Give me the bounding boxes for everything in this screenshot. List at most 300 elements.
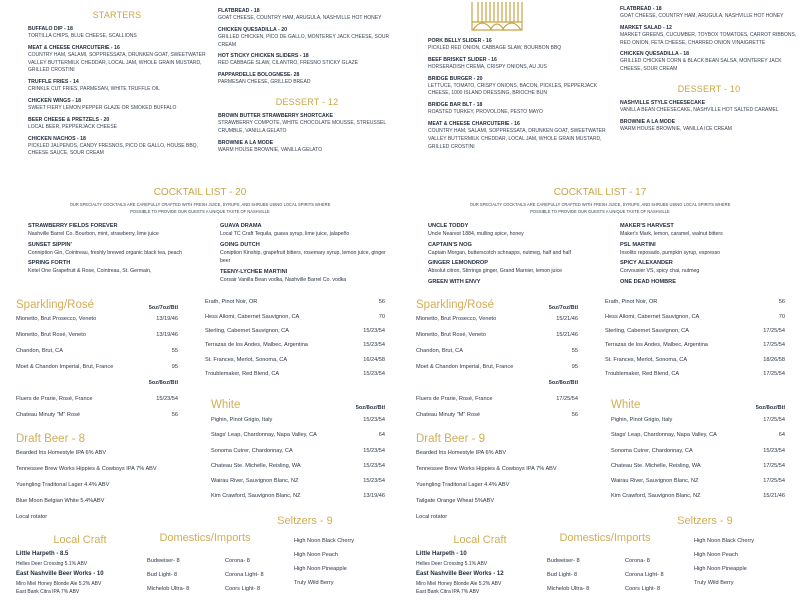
beer-name: Miro Miel Honey Blonde Ale 5.2% ABV (16, 580, 102, 587)
white-wine-row-price: 64 (778, 432, 785, 439)
white-wine-row (611, 428, 785, 443)
domestic-beer: Coors Light- 8 (625, 586, 661, 592)
wine-row-price: 56 (171, 412, 178, 418)
white-wine-row-price: 15/23/54 (363, 462, 385, 469)
red-wine-row (205, 295, 385, 309)
cocktail-column (620, 222, 795, 286)
red-wine-row-price: 15/23/54 (363, 371, 385, 378)
white-title: White (211, 399, 241, 412)
section-heading: DESSERT - 10 (677, 83, 741, 94)
domestic-beer: Budweiser- 8 (147, 558, 180, 564)
menu-item-name: BROWN BUTTER STRAWBERRY SHORTCAKE (218, 112, 333, 119)
white-wine-row-price: 15/23/54 (363, 416, 385, 423)
draft-beer-row (416, 509, 578, 525)
domestic-beer: Bud Light- 8 (547, 572, 578, 578)
cocktail-name: STRAWBERRY FIELDS FOREVER (28, 223, 118, 229)
bridge-building-logo-icon (468, 2, 526, 32)
red-wine-row (605, 295, 785, 309)
white-wine-row (611, 412, 785, 427)
white-wine-row-price: 64 (378, 432, 385, 439)
menu-item (218, 113, 396, 136)
beer-name: Helles Deer Crossing 5.1% ABV (416, 561, 488, 567)
menu-column-right (620, 6, 798, 138)
menu-item-name: PAPPARDELLE BOLOGNESE- 28 (218, 72, 300, 79)
cocktail-column (28, 222, 203, 278)
red-wine-row (205, 324, 385, 338)
menu-item-description: GRILLED CHICKEN, PICO DE GALLO, MONTEREY JACK CHEESE, SOUR CREAM (218, 33, 390, 48)
cocktail-column (428, 222, 603, 286)
menu-item (428, 76, 606, 99)
white-wine-row (211, 428, 385, 443)
menu-item (428, 102, 606, 117)
draft-beer-name: Yuengling Traditonal Lager 4.4% ABV (16, 482, 110, 488)
wine-column-right (205, 295, 385, 504)
seltzer-item: High Noon Pineapple (694, 566, 747, 572)
seltzer-item: High Noon Peach (294, 552, 338, 558)
menu-item (218, 72, 396, 87)
wine-row (16, 407, 178, 423)
seltzer-item: High Noon Black Cherry (294, 538, 355, 544)
menu-item-description: PARMESAN CHEESE, GRILLED BREAD (218, 79, 311, 86)
menu-page-right (400, 0, 800, 600)
wine-row-price: 17/25/54 (556, 396, 578, 402)
cocktail-description: Maker's Mark, lemon, caramel, walnut bitters (620, 231, 723, 237)
menu-item-name: CHICKEN NACHOS - 18 (28, 135, 86, 142)
white-wine-row-price: 15/23/54 (363, 478, 385, 485)
white-wine-row-name: Sonoma Cutrer, Chardonnay, CA (611, 447, 693, 454)
beer-name: East Bank Citra IPA 7% ABV (416, 589, 480, 595)
menu-item (28, 79, 206, 94)
cocktail-section (400, 185, 800, 285)
wine-row (416, 311, 578, 327)
cocktail-description: Nashville Barrel Co. Bourbon, mint, strawberry, lime juice (28, 231, 159, 237)
menu-item-description: LETTUCE, TOMATO, CRISPY ONIONS, BACON, PICKLES, PEPPERJACK CHEESE, 1000 ISLAND DRESSING, BRIOCHE BUN (428, 82, 598, 97)
cocktail-name: TEENY-LYCHEE MARTINI (220, 268, 288, 275)
wine-row-name: Fluers de Prarie, Rosé, France (16, 396, 93, 402)
menu-item-name: MEAT & CHEESE CHARCUTERIE - 16 (28, 44, 120, 51)
menu-item-name: FLATBREAD - 18 (218, 8, 260, 14)
cocktail-name: GREEN WITH ENVY (428, 278, 481, 285)
draft-beer-name: Tailgate Orange Wheat 5%ABV (416, 498, 495, 504)
red-wine-row-price: 18/26/58 (763, 356, 785, 363)
menu-item-name: BUFFALO DIP - 18 (28, 26, 73, 32)
menu-item-description: STRAWBERRY COMPOTE, WHITE CHOCOLATE MOUSSE, STREUSSEL CRUMBLE, VANILLA GELATO (218, 119, 386, 134)
red-wine-row (605, 353, 785, 367)
red-wine-row-price: 17/25/54 (763, 371, 785, 378)
rose-header (416, 375, 578, 391)
cocktail-name: PSL MARTINI (620, 241, 656, 248)
cocktail-section (0, 185, 400, 283)
price-header: 5oz/8oz/Btl (355, 405, 385, 412)
seltzer-item: Truly Wild Berry (294, 580, 334, 586)
beer-name: Helles Deer Crossing 5.1% ABV (16, 561, 88, 567)
drinks-section (0, 296, 400, 600)
domestics-title: Domestics/Imports (559, 532, 651, 544)
cocktail-description: Insolito reposado, pumpkin syrup, espresso (620, 249, 721, 256)
local-craft-title: Local Craft (53, 534, 107, 546)
menu-item-description: RED CABBAGE SLAW, CILANTRO, FRESNO STICKY GLAZE (218, 60, 359, 67)
cocktail-description: Coniption Kinship, grapefruit bitters, rosemary syrup, lemon juice, ginger beer (220, 249, 386, 265)
menu-item (28, 117, 206, 132)
domestic-beer: Bud Light- 8 (147, 572, 178, 578)
white-wine-row-name: Stags' Leap, Chardonnay, Napa Valley, CA (611, 432, 717, 439)
draft-beer-name: Blue Moon Belgian White 5.4%ABV (16, 498, 105, 504)
white-header (605, 381, 785, 412)
draft-beer-title: Draft Beer - 8 (16, 433, 86, 445)
beer-name: East Bank Citra IPA 7% ABV (16, 589, 80, 595)
menu-item-description: HORSERADISH CREMA, CRISPY ONIONS, AU JUS (428, 63, 547, 70)
menu-item-description: COUNTRY HAM, SALAMI, SOPPRESSATA, DRUNKEN GOAT, SWEETWATER VALLEY BUTTERMILK CHEDDAR, LOCAL JAM, WHOLE GRAIN MUSTARD, GRILLED CROSTINI (28, 51, 206, 74)
menu-item-name: BRIDGE BAR BLT - 18 (428, 102, 483, 109)
draft-beer-row (16, 445, 178, 461)
wine-row-name: Moet & Chandon Imperial, Brut, France (416, 364, 514, 370)
menu-item (218, 27, 396, 50)
menu-item (218, 53, 396, 68)
wine-row-price: 55 (571, 348, 578, 354)
draft-beer-title: Draft Beer - 9 (416, 433, 486, 445)
white-wine-row-price: 15/23/54 (763, 447, 785, 454)
draft-beer-row (416, 445, 578, 461)
white-wine-row (611, 458, 785, 473)
draft-header (416, 423, 578, 445)
wine-row-name: Mionetto, Brut Rosé, Veneto (16, 332, 86, 338)
red-wine-row-name: Erath, Pinot Noir, OR (605, 299, 658, 306)
white-wine-row-name: Kim Crawford, Sauvignon Blanc, NZ (611, 493, 701, 500)
menu-item (620, 6, 798, 21)
draft-beer-row (416, 477, 578, 493)
red-wine-row (605, 338, 785, 352)
draft-beer-row (16, 493, 178, 509)
seltzer-item: High Noon Pineapple (294, 566, 347, 572)
cocktail-name: ONE DEAD HOMBRE (620, 278, 676, 285)
wine-row (416, 359, 578, 375)
cocktail-description: Corsair Vanilla Bean vodka, Nashville Barrel Co. vodka (220, 276, 347, 283)
wine-row-price: 13/19/46 (156, 332, 178, 338)
wine-row-price: 13/19/46 (156, 316, 178, 322)
menu-item (620, 100, 798, 115)
red-wine-row-price: 15/23/54 (363, 327, 385, 334)
menu-item (28, 98, 206, 113)
cocktail-name: SPRING FORTH (28, 260, 71, 267)
cocktail-description: Absolut citron, Stirrings ginger, Grand Marnier, lemon juice (428, 268, 563, 275)
cocktail-name: GOING DUTCH (220, 241, 260, 248)
cocktail-description: Captain Morgan, butterscotch schnapps, nutmeg, half and half (428, 249, 572, 256)
wine-row (16, 359, 178, 375)
price-header: 5oz/8oz/Btl (755, 405, 785, 412)
menu-item (28, 26, 206, 41)
domestic-beer: Corona- 8 (225, 558, 250, 564)
white-wine-row-name: Stags' Leap, Chardonnay, Napa Valley, CA (211, 432, 317, 439)
local-craft-list (16, 549, 104, 597)
red-wine-row-price: 56 (778, 299, 785, 306)
white-wine-row-price: 17/25/54 (763, 416, 785, 423)
seltzer-item: High Noon Black Cherry (694, 538, 755, 544)
cocktail-description: Corvousier VS, spicy chai, nutmeg (620, 268, 700, 275)
domestic-beer: Corona Light- 8 (625, 572, 664, 578)
menu-item-name: CHICKEN WINGS - 18 (28, 97, 82, 104)
wine-row-name: Mionetto, Brut Rosé, Veneto (416, 332, 486, 338)
red-wine-row-price: 17/25/54 (763, 327, 785, 334)
wine-row (416, 327, 578, 343)
white-wine-row-name: Kim Crawford, Sauvignon Blanc, NZ (211, 493, 301, 500)
menu-item-description: GOAT CHEESE, COUNTRY HAM, ARUGULA, NASHVILLE HOT HONEY (218, 15, 382, 21)
menu-item-name: BRIDGE BURGER - 20 (428, 75, 483, 82)
wine-column-right (605, 295, 785, 504)
domestics-list (625, 554, 664, 596)
white-wine-row (611, 489, 785, 504)
red-wine-row-name: Sterling, Cabernet Sauvignon, CA (605, 327, 689, 334)
white-wine-row-price: 17/25/54 (763, 462, 785, 469)
rose-header (16, 375, 178, 391)
draft-beer-row (416, 493, 578, 509)
domestic-beer: Michelob Ultra- 8 (147, 586, 190, 592)
menu-item-description: PICKLED JALPENOS, CANDY FRESNOS, PICO DE GALLO, HOUSE BBQ, CHEESE SAUCE, SOUR CREAM (28, 142, 198, 157)
draft-beer-row (416, 461, 578, 477)
price-header: 5oz/8oz/Btl (148, 380, 178, 386)
seltzers-list (294, 534, 354, 590)
cocktail-name: GINGER LEMONDROP (428, 260, 488, 267)
domestic-beer: Coors Light- 8 (225, 586, 261, 592)
wine-row (16, 327, 178, 343)
menu-item-name: NASHVILLE STYLE CHEESECAKE (620, 99, 706, 106)
menu-item-description: WARM HOUSE BROWNIE, VANILLA ICE CREAM (620, 125, 732, 132)
menu-item-name: BROWNIE A LA MODE (620, 118, 676, 125)
wine-row-price: 95 (571, 364, 578, 370)
local-craft-title: Local Craft (453, 534, 507, 546)
drinks-section (400, 296, 800, 600)
menu-item-name: CHICKEN QUESADILLA - 20 (218, 26, 287, 33)
white-wine-row-name: Wairau River, Sauvignon Blanc, NZ (211, 478, 299, 485)
red-wine-row-name: Hess Allomi, Cabernet Sauvignon, CA (605, 313, 700, 320)
menu-item-name: BEEF BRISKET SLIDER - 16 (428, 56, 497, 63)
wine-row-price: 15/21/46 (556, 316, 578, 322)
menu-item-description: LOCAL BEER, PEPPERJACK CHEESE (28, 123, 118, 130)
white-wine-row (211, 412, 385, 427)
white-wine-row (611, 474, 785, 489)
menu-item-name: BROWNIE A LA MODE (218, 139, 274, 146)
cocktail-list-title: COCKTAIL LIST - 17 (553, 187, 647, 198)
sparkling-header (416, 296, 578, 311)
menu-item-description: ROASTED TURKEY, PROVOLONE, PESTO MAYO (428, 109, 543, 116)
cocktail-name: MAKER'S HARVEST (620, 223, 674, 229)
white-list (605, 412, 785, 504)
red-wine-row (205, 353, 385, 367)
wine-row-name: Moet & Chandon Imperial, Brut, France (16, 364, 114, 370)
red-wine-row-name: Terrazas de los Andes, Malbec, Argentina (205, 342, 308, 349)
red-wine-row (205, 338, 385, 352)
wine-column-left (416, 296, 578, 525)
wine-row-name: Fluers de Prarie, Rosé, France (416, 396, 493, 402)
cocktail-column (220, 222, 395, 286)
menu-item (428, 57, 606, 72)
domestics-list (225, 554, 264, 596)
draft-beer-name: Local rotator (16, 514, 48, 520)
cocktail-name: SPICY ALEXANDER (620, 260, 673, 267)
red-wine-row-price: 15/23/54 (363, 342, 385, 349)
menu-item-name: HOT STICKY CHICKEN SLIDERS - 18 (218, 53, 309, 60)
beer-name: Miro Miel Honey Blonde Ale 5.2% ABV (416, 580, 502, 587)
cocktail-description: Ketel One Grapefruit & Rose, Cointreau, St. Germain, (28, 268, 152, 275)
menu-item-name: PORK BELLY SLIDER - 16 (428, 38, 492, 44)
section-heading: STARTERS (92, 10, 142, 20)
menu-item-name: TRUFFLE FRIES - 14 (28, 79, 79, 86)
sparkling-header (16, 296, 178, 311)
wine-row-price: 15/21/46 (556, 332, 578, 338)
domestic-beer: Corona Light- 8 (225, 572, 264, 578)
wine-row (416, 343, 578, 359)
wine-row-name: Chandon, Brut, CA (416, 348, 463, 354)
wine-row-price: 15/23/54 (156, 396, 178, 402)
red-wine-row-name: Troublemaker, Red Blend, CA (205, 371, 280, 378)
menu-item-name: CHICKEN QUESADILLA - 18 (620, 51, 689, 58)
white-wine-row (611, 443, 785, 458)
draft-beer-name: Tennessee Brew Works Hippies & Cowboys IPA 7% ABV (16, 466, 157, 472)
draft-header (16, 423, 178, 445)
cocktail-name: GUAVA DRAMA (220, 223, 262, 229)
menu-item (428, 38, 606, 53)
white-wine-row-name: Pighin, Pinot Grigio, Italy (211, 416, 273, 423)
wine-row-price: 55 (171, 348, 178, 354)
wine-row (416, 407, 578, 423)
red-wine-row-price: 56 (378, 299, 385, 306)
white-wine-row-price: 13/19/46 (363, 493, 385, 500)
draft-beer-row (16, 461, 178, 477)
wine-column-left (16, 296, 178, 525)
wine-row (16, 343, 178, 359)
draft-beer-row (16, 477, 178, 493)
price-header: 5oz/7oz/Btl (548, 305, 578, 311)
red-wine-row-name: St. Frances, Merlot, Sonoma, CA (205, 356, 288, 363)
menu-item-description: VANILLA BEAN CHEESECAKE, NASHVILLE HOT SALTED CARAMEL (620, 106, 779, 113)
menu-item (620, 25, 798, 48)
white-wine-row (211, 458, 385, 473)
white-wine-row-price: 15/21/46 (763, 493, 785, 500)
menu-item-description: MARKET GREENS, CUCUMBER, TOYBOX TOMATOES, CARROT RIBBONS, RED ONION, FETA CHEESE, CHARRED ONION VINAIGRETTE (620, 31, 797, 46)
menu-item-name: MEAT & CHEESE CHARCUTERIE - 16 (428, 120, 520, 127)
menu-item-description: CRINKLE CUT FRIES, PARMESAN, WHITE TRUFFLE OIL (28, 86, 160, 93)
cocktail-list-title: COCKTAIL LIST - 20 (153, 187, 247, 198)
white-title: White (611, 399, 641, 412)
draft-beer-name: Bearded Iris Homestyle IPA 6% ABV (416, 450, 507, 456)
draft-beer-name: Local rotator (416, 514, 448, 520)
wine-row (16, 311, 178, 327)
sparkling-title: Sparkling/Rosé (416, 299, 494, 311)
domestics-list (547, 554, 589, 596)
brewery-name: East Nashville Beer Works - 10 (16, 570, 104, 577)
menu-item-name: BEER CHEESE & PRETZELS - 20 (28, 116, 110, 123)
draft-beer-name: Yuengling Traditonal Lager 4.4% ABV (416, 482, 510, 488)
red-wine-row-price: 17/25/54 (763, 342, 785, 349)
wine-row-price: 95 (171, 364, 178, 370)
menu-item-description: GRILLED CHICKEN CORN & BLACK BEAN SALSA, MONTEREY JACK CHEESE, SOUR CREAM (620, 58, 782, 73)
seltzer-item: Truly Wild Berry (694, 580, 734, 586)
wine-row-name: Chateau Minuty "M" Rosé (16, 412, 80, 418)
menu-item (428, 121, 606, 151)
red-wine-row-name: Hess Allomi, Cabernet Sauvignon, CA (205, 313, 300, 320)
domestics-list (147, 554, 189, 596)
red-wine-row (205, 309, 385, 323)
white-wine-row-name: Sonoma Cutrer, Chardonnay, CA (211, 447, 293, 454)
draft-beer-row (16, 509, 178, 525)
brewery-name: East Nashville Beer Works - 12 (416, 570, 504, 577)
cocktail-name: UNCLE TODDY (428, 223, 469, 229)
wine-row-price: 56 (571, 412, 578, 418)
menu-item (620, 51, 798, 74)
white-wine-row-name: Pighin, Pinot Grigio, Italy (611, 416, 673, 423)
white-wine-row (211, 443, 385, 458)
menu-item (620, 119, 798, 134)
seltzer-item: High Noon Peach (694, 552, 738, 558)
cocktail-name: SUNSET SIPPIN' (28, 241, 72, 248)
seltzers-title: Seltzers - 9 (277, 515, 333, 527)
price-header: 5oz/8oz/Btl (548, 380, 578, 386)
domestics-title: Domestics/Imports (159, 532, 251, 544)
wine-row (416, 391, 578, 407)
cocktail-description: Conniption Gin, Cointreau, freshly brewed organic black tea, peach (28, 249, 182, 256)
menu-column-left (428, 4, 606, 155)
white-header (205, 381, 385, 412)
red-wine-row-name: Sterling, Cabernet Sauvignon, CA (205, 327, 289, 334)
draft-beer-name: Tennessee Brew Works Hippies & Cowboys IPA 7% ABV (416, 466, 557, 472)
white-wine-row-name: Chateau Ste. Michelle, Reisling, WA (211, 462, 301, 469)
menu-column-left (28, 4, 206, 162)
domestic-beer: Budweiser- 8 (547, 558, 580, 564)
red-wine-row-name: Erath, Pinot Noir, OR (205, 299, 258, 306)
domestic-beer: Michelob Ultra- 8 (547, 586, 590, 592)
seltzers-list (694, 534, 754, 590)
red-wine-row-price: 70 (778, 313, 785, 320)
menu-item-description: GOAT CHEESE, COUNTRY HAM, ARUGULA, NASHVILLE HOT HONEY (620, 13, 784, 19)
cocktail-intro: OUR SPECIALTY COCKTAILS ARE CAREFULLY CRAFTED WITH FRESH JUICE, SYRUPS, AND SHRUBS USING LOCAL SPIRITS WHERE POSSIBLE TO PROVIDE OUR GUESTS A UNIQUE TASTE OF NASHVILLE (469, 202, 731, 214)
red-wine-row-price: 70 (378, 313, 385, 320)
menu-item-description: WARM HOUSE BROWNIE, VANILLA GELATO (218, 146, 323, 153)
menu-item-description: PICKLED RED ONION, CABBAGE SLAW, BOURBON BBQ (428, 45, 562, 51)
white-wine-row (211, 489, 385, 504)
brewery-name: Little Harpeth - 8.5 (16, 551, 69, 557)
cocktail-intro: OUR SPECIALTY COCKTAILS ARE CAREFULLY CRAFTED WITH FRESH JUICE, SYRUPS, AND SHRUBS USING LOCAL SPIRITS WHERE POSSIBLE TO PROVIDE OUR GUESTS A UNIQUE TASTE OF NASHVILLE (69, 202, 331, 214)
menu-column-right (218, 8, 396, 158)
red-wine-row (605, 367, 785, 381)
sparkling-title: Sparkling/Rosé (16, 299, 94, 311)
red-wine-row (205, 367, 385, 381)
menu-item (28, 136, 206, 159)
section-heading: DESSERT - 12 (275, 96, 339, 107)
menu-item-description: COUNTRY HAM, SALAMI, SOPPRESSATA, DRUNKEN GOAT, SWEETWATER VALLEY BUTTERMILK CHEDDAR, LOCAL JAM, WHOLE GRAIN MUSTARD, GRILLED CROSTINI (428, 127, 606, 150)
menu-item (28, 45, 206, 75)
wine-row-name: Chandon, Brut, CA (16, 348, 63, 354)
red-wine-row-price: 16/24/58 (363, 356, 385, 363)
menu-item-description: SWEET FIERY LEMON PEPPER GLAZE OR SMOKED BUFFALO (28, 104, 177, 111)
red-wine-row (605, 324, 785, 338)
white-wine-row-price: 17/25/54 (763, 478, 785, 485)
menu-item-description: TORTILLA CHIPS, BLUE CHEESE, SCALLIONS (28, 33, 137, 39)
draft-beer-name: Bearded Iris Homestyle IPA 6% ABV (16, 450, 107, 456)
cocktail-description: Local TC Craft Tequila, guava syrup, lime juice, jalapeño (220, 231, 350, 237)
red-wine-row-name: Troublemaker, Red Blend, CA (605, 371, 680, 378)
domestic-beer: Corona- 8 (625, 558, 650, 564)
white-wine-row (211, 474, 385, 489)
menu-item-name: FLATBREAD - 18 (620, 6, 662, 12)
wine-row-name: Mionetto, Brut Prosecco, Veneto (416, 316, 497, 322)
cocktail-description: Uncle Nearest 1884, mulling spice, honey (428, 231, 524, 237)
white-list (205, 412, 385, 504)
seltzers-title: Seltzers - 9 (677, 515, 733, 527)
white-wine-row-name: Wairau River, Sauvignon Blanc, NZ (611, 478, 699, 485)
brewery-name: Little Harpeth - 10 (416, 551, 467, 557)
red-wine-row-name: Terrazas de los Andes, Malbec, Argentina (605, 342, 708, 349)
cocktail-name: CAPTAIN'S NOG (428, 241, 472, 248)
price-header: 5oz/7oz/Btl (148, 305, 178, 311)
